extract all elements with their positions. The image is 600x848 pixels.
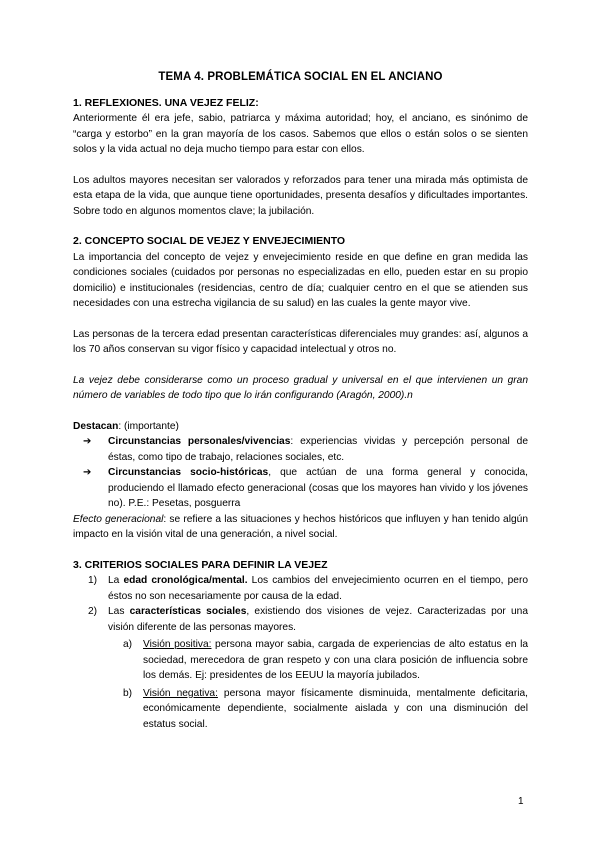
list-item	[73, 573, 528, 604]
section-3-heading: 3. CRITERIOS SOCIALES PARA DEFINIR LA VEJEZ	[73, 558, 328, 571]
item-text: persona mayor sabia, cargada de experiencias de alto estatus en la sociedad, merecedora de gran respeto y con una clara posición de influencia sobre los demás. Ej: presidentes de los EEUU la mayoría jubilados.	[143, 639, 528, 681]
destacan-list	[73, 434, 528, 512]
item-prefix: Las	[108, 606, 130, 617]
item-bold: características sociales	[129, 606, 247, 617]
item-text: Los cambios del envejecimiento ocurren en el tiempo, pero éstos no son necesariamente por causa de la edad.	[108, 575, 529, 602]
s2-paragraph-2: Las personas de la tercera edad presentan características diferenciales muy grandes: así, algunos a los 70 años conservan su vigor físico y capacidad intelectual y otros no.	[73, 328, 528, 355]
list-item	[73, 637, 528, 684]
item-bold: Circunstancias socio-históricas	[108, 467, 269, 478]
item-bold: Circunstancias personales/vivencias	[108, 436, 291, 447]
item-text: , que actúan de una forma general y conocida, produciendo el llamado efecto generacional (cosas que los mayores han vivido y los jóvenes no). P.E.: Pesetas, posguerra	[108, 467, 529, 509]
item-text: , existiendo dos visiones de vejez. Caracterizadas por una visión diferente de las personas mayores.	[108, 606, 528, 633]
section-1-heading: 1. REFLEXIONES. UNA VEJEZ FELIZ:	[73, 96, 259, 109]
item-text: persona mayor físicamente disminuida, mentalmente deficitaria, económicamente dependiente, socialmente aislada y con una disminución del estatus social.	[143, 687, 528, 730]
efecto-generacional	[73, 512, 528, 543]
document-page	[73, 70, 528, 732]
list-item	[73, 604, 528, 635]
item-letter: a)	[123, 639, 133, 650]
item-number: 1)	[88, 575, 98, 586]
destacan-line	[73, 419, 528, 435]
item-letter: b)	[123, 687, 133, 699]
list-item	[73, 686, 528, 733]
item-text: : experiencias vividas y percepción personal de éstas, como tipo de trabajo, relaciones sociales, etc.	[108, 436, 528, 463]
item-number: 2)	[88, 606, 98, 617]
criterios-list	[73, 573, 528, 635]
destacan-label: Destacan	[73, 420, 119, 432]
item-bold: edad cronológica/mental.	[123, 575, 248, 586]
list-item	[73, 434, 528, 465]
efecto-text: : se refiere a las situaciones y hechos históricos que influyen y han tenido algún impacto en la visión vital de una generación, a nivel social.	[73, 513, 528, 540]
page-title: TEMA 4. PROBLEMÁTICA SOCIAL EN EL ANCIANO	[158, 71, 443, 83]
arrow-icon: ➔	[83, 467, 92, 478]
page-number: 1	[518, 796, 524, 807]
vision-list	[73, 637, 528, 732]
section-2-heading: 2. CONCEPTO SOCIAL DE VEJEZ Y ENVEJECIMIENTO	[73, 235, 346, 247]
s1-paragraph-2: Los adultos mayores necesitan ser valorados y reforzados para tener una mirada más optimista de esta etapa de la vida, que aunque tiene oportunidades, presenta desafíos y dificultades importantes. Sobre todo en algunos momentos clave; la jubilación.	[73, 174, 528, 217]
arrow-icon: ➔	[83, 436, 92, 447]
item-label: Visión positiva:	[143, 639, 212, 650]
s2-paragraph-1: La importancia del concepto de vejez y envejecimiento reside en que define en gran medida las condiciones sociales (cuidados por personas no especializadas en ello, pueden estar en su propio domicilio) e institucionales (residencias, centro de día; cualquier centro en el que se atienden sus necesidades con una estrecha vigilancia de su salud) en las cuales la gente mayor vive.	[73, 251, 528, 309]
s2-quote: La vejez debe considerarse como un proceso gradual y universal en el que intervienen un gran número de variables de todo tipo que lo irán configurando (Aragón, 2000).n	[73, 374, 528, 401]
s1-paragraph-1: Anteriormente él era jefe, sabio, patriarca y máxima autoridad; hoy, el anciano, es sinónimo de “carga y estorbo” en la gran mayoría de los casos. Sabemos que ellos o están solos o se sienten solos y la vida actual no deja mucho tiempo para estar con ellos.	[73, 113, 528, 155]
item-prefix: La	[108, 575, 124, 586]
destacan-rest: : (importante)	[118, 420, 179, 432]
item-label: Visión negativa:	[143, 687, 218, 699]
efecto-label: Efecto generacional	[73, 513, 164, 525]
list-item	[73, 465, 528, 512]
